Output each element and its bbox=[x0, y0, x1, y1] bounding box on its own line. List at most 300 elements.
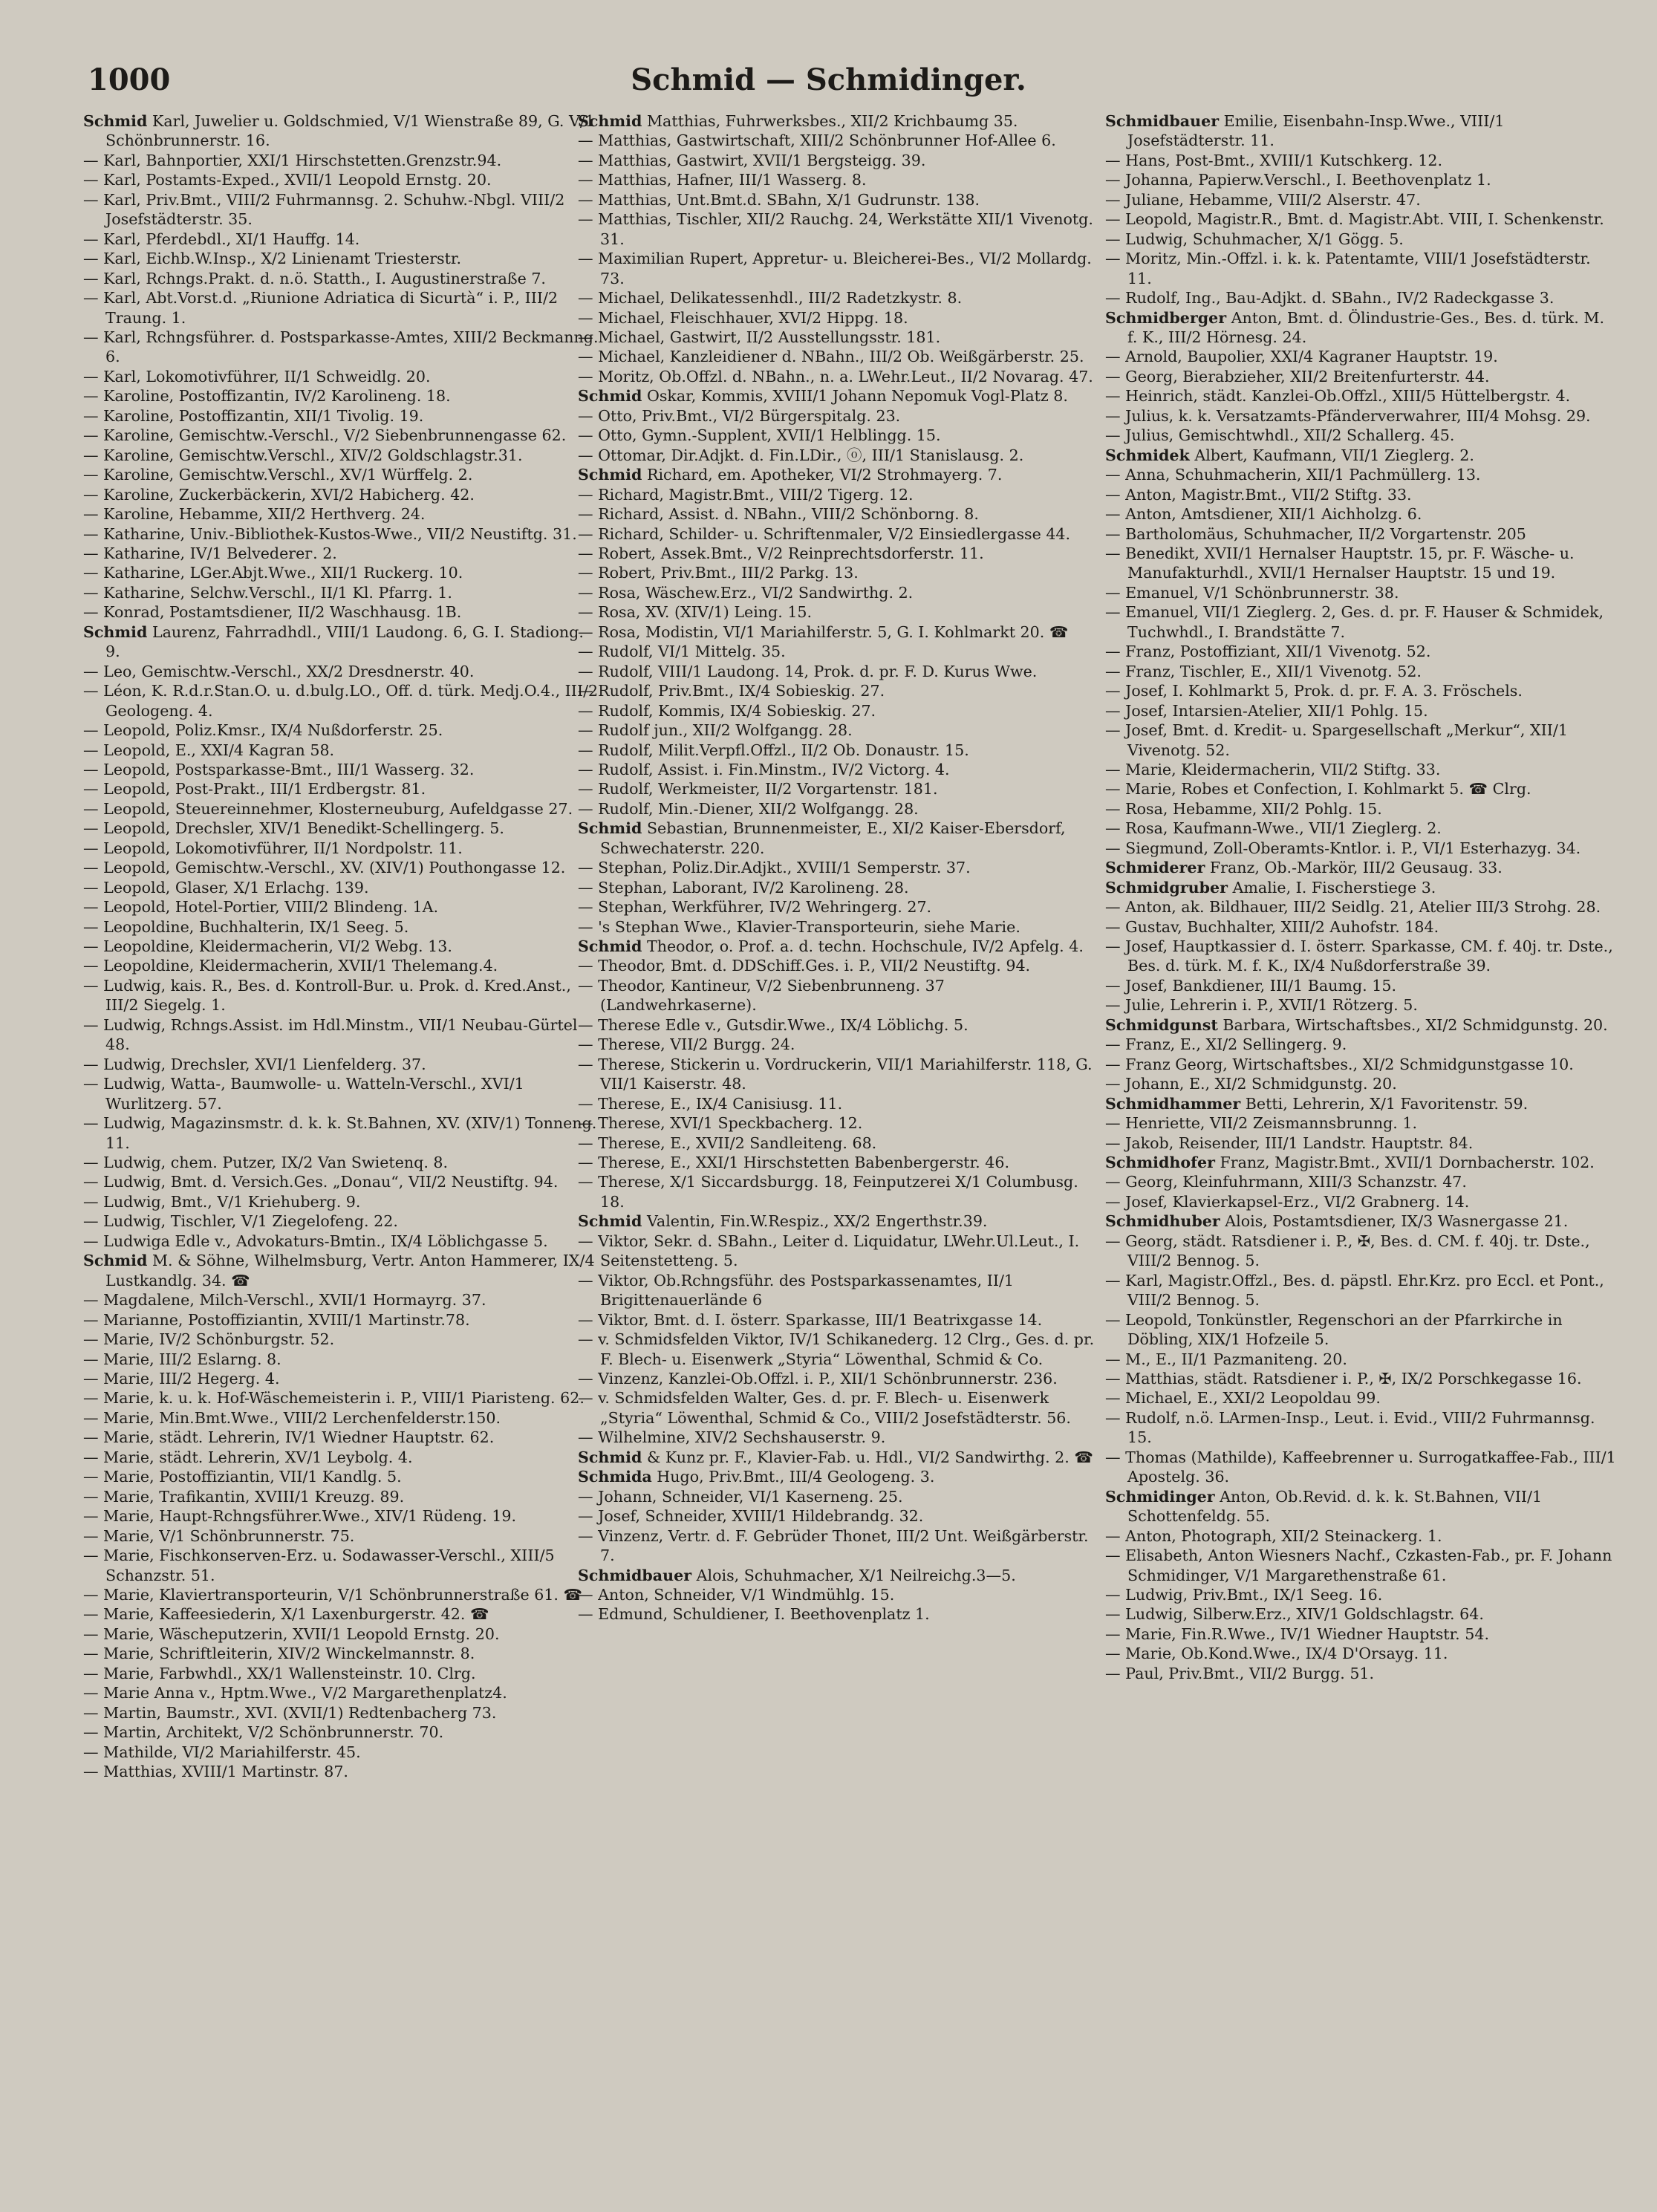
directory-entry bbox=[83, 1232, 603, 1251]
directory-entry bbox=[578, 642, 1098, 661]
directory-entry bbox=[83, 1762, 603, 1781]
entry-text: — Marie, Trafikantin, XVIII/1 Kreuzg. 89. bbox=[83, 1487, 405, 1506]
page-number: 1000 bbox=[88, 62, 171, 97]
directory-entry bbox=[578, 1526, 1098, 1566]
entry-text: Hugo, Priv.Bmt., III/4 Geologeng. 3. bbox=[651, 1468, 935, 1486]
entry-text: — Marie, Kaffeesiederin, X/1 Laxenburgerstr. 42. ☎ bbox=[83, 1605, 489, 1624]
directory-entry bbox=[83, 917, 603, 937]
entry-text: — Maximilian Rupert, Appretur- u. Bleicherei-Bes., VI/2 Mollardg. 73. bbox=[578, 250, 1092, 287]
directory-entry bbox=[1105, 230, 1618, 249]
directory-entry bbox=[1105, 1172, 1618, 1191]
directory-entry bbox=[1105, 995, 1618, 1015]
directory-entry bbox=[1105, 1113, 1618, 1133]
entry-text: — Elisabeth, Anton Wiesners Nachf., Czkasten-Fab., pr. F. Johann Schmidinger, V/1 Margarethenstraße 61. bbox=[1105, 1546, 1612, 1584]
directory-entry bbox=[578, 662, 1098, 681]
entry-text: — Rudolf, Ing., Bau-Adjkt. d. SBahn., IV/2 Radeckgasse 3. bbox=[1105, 289, 1555, 308]
entry-text: — Marie, IV/2 Schönburgstr. 52. bbox=[83, 1330, 335, 1349]
entry-text: — Ottomar, Dir.Adjkt. d. Fin.LDir., ⓞ, III/1 Stanislausg. 2. bbox=[578, 446, 1024, 464]
entry-surname: Schmidinger bbox=[1105, 1487, 1215, 1506]
directory-entry bbox=[1105, 446, 1618, 465]
entry-text: — Karoline, Hebamme, XII/2 Herthverg. 24. bbox=[83, 505, 426, 524]
directory-entry bbox=[83, 1526, 603, 1546]
entry-text: — Wilhelmine, XIV/2 Sechshauserstr. 9. bbox=[578, 1428, 886, 1447]
entry-text: — Karl, Pferdebdl., XI/1 Hauffg. 14. bbox=[83, 230, 360, 248]
entry-text: Betti, Lehrerin, X/1 Favoritenstr. 59. bbox=[1240, 1094, 1529, 1113]
entry-text: — Martin, Baumstr., XVI. (XVII/1) Redtenbacherg 73. bbox=[83, 1703, 497, 1722]
directory-entry bbox=[83, 504, 603, 524]
entry-text: — Leopoldine, Kleidermacherin, VI/2 Webg. 13. bbox=[83, 937, 452, 956]
directory-entry bbox=[578, 308, 1098, 328]
directory-entry bbox=[1105, 485, 1618, 504]
entry-text: — Rosa, Hebamme, XII/2 Pohlg. 15. bbox=[1105, 799, 1382, 818]
entry-text: — Marie, Klaviertransporteurin, V/1 Schönbrunnerstraße 61. ☎ bbox=[83, 1585, 583, 1604]
column-middle bbox=[578, 111, 1098, 2191]
directory-entry bbox=[578, 602, 1098, 622]
entry-text: — Michael, Delikatessenhdl., III/2 Radetzkystr. 8. bbox=[578, 289, 963, 308]
entry-text: — Konrad, Postamtsdiener, II/2 Waschhausg. 1B. bbox=[83, 603, 462, 622]
entry-text: — Ludwig, Schuhmacher, X/1 Gögg. 5. bbox=[1105, 230, 1404, 248]
directory-entry bbox=[83, 544, 603, 563]
entry-text: — Richard, Magistr.Bmt., VIII/2 Tigerg. 12. bbox=[578, 485, 914, 504]
directory-entry bbox=[83, 465, 603, 484]
entry-text: — Johann, E., XI/2 Schmidgunstg. 20. bbox=[1105, 1075, 1397, 1093]
directory-entry bbox=[83, 269, 603, 288]
entry-text: — Johann, Schneider, VI/1 Kaserneng. 25. bbox=[578, 1487, 903, 1506]
directory-entry bbox=[578, 1388, 1098, 1428]
entry-text: — Anna, Schuhmacherin, XII/1 Pachmüllerg. 13. bbox=[1105, 466, 1481, 484]
entry-text: — Michael, Fleischhauer, XVI/2 Hippg. 18. bbox=[578, 308, 908, 327]
directory-entry bbox=[578, 328, 1098, 347]
entry-text: — Karoline, Gemischtw.-Verschl., V/2 Siebenbrunnengasse 62. bbox=[83, 426, 567, 445]
directory-entry bbox=[83, 170, 603, 189]
directory-entry bbox=[1105, 1192, 1618, 1211]
entry-text: — Marie, Postoffiziantin, VII/1 Kandlg. 5. bbox=[83, 1468, 402, 1486]
entry-text: — Otto, Priv.Bmt., VI/2 Bürgerspitalg. 23. bbox=[578, 406, 901, 425]
directory-entry bbox=[578, 956, 1098, 975]
directory-entry bbox=[83, 1350, 603, 1369]
entry-text: — Therese, E., XXI/1 Hirschstetten Babenbergerstr. 46. bbox=[578, 1154, 1009, 1172]
entry-text: — Ludwig, Silberw.Erz., XIV/1 Goldschlagstr. 64. bbox=[1105, 1605, 1484, 1624]
entry-text: — Rudolf, Milit.Verpfl.Offzl., II/2 Ob. Donaustr. 15. bbox=[578, 741, 969, 759]
directory-entry bbox=[578, 701, 1098, 720]
directory-entry bbox=[578, 131, 1098, 150]
directory-entry bbox=[1105, 839, 1618, 858]
entry-text: — Katharine, Univ.-Bibliothek-Kustos-Wwe., VII/2 Neustiftg. 31. bbox=[83, 524, 577, 543]
directory-entry bbox=[1105, 386, 1618, 406]
entry-text: — Ludwig, chem. Putzer, IX/2 Van Swietenq. 8. bbox=[83, 1154, 449, 1172]
directory-entry bbox=[83, 976, 603, 1015]
directory-entry bbox=[83, 799, 603, 819]
entry-text: — Rudolf, Werkmeister, II/2 Vorgartenstr. 181. bbox=[578, 780, 938, 798]
entry-text: — Siegmund, Zoll-Oberamts-Kntlor. i. P., VI/1 Esterhazyg. 34. bbox=[1105, 839, 1581, 857]
entry-text: — Karl, Bahnportier, XXI/1 Hirschstetten.Grenzstr.94. bbox=[83, 151, 502, 169]
entry-text: — Ludwig, Bmt., V/1 Kriehuberg. 9. bbox=[83, 1192, 361, 1211]
entry-text: — Karl, Priv.Bmt., VIII/2 Fuhrmannsg. 2. Schuhw.-Nbgl. VIII/2 Josefstädterstr. 35. bbox=[83, 190, 565, 229]
entry-text: — Matthias, XVIII/1 Martinstr. 87. bbox=[83, 1763, 348, 1781]
entry-text: — v. Schmidsfelden Viktor, IV/1 Schikanederg. 12 Clrg., Ges. d. pr. F. Blech- u. Eisenwerk „Styria“ Löwenthal, Schmid & Co. bbox=[578, 1330, 1095, 1368]
entry-text: — Leopold, Magistr.R., Bmt. d. Magistr.Abt. VIII, I. Schenkenstr. bbox=[1105, 210, 1604, 229]
entry-text: — Julius, Gemischtwhdl., XII/2 Schallerg. 45. bbox=[1105, 426, 1455, 445]
directory-entry bbox=[1105, 1055, 1618, 1074]
entry-text: — Josef, Bankdiener, III/1 Baumg. 15. bbox=[1105, 976, 1396, 995]
directory-entry bbox=[578, 504, 1098, 524]
directory-entry bbox=[83, 1408, 603, 1428]
directory-entry bbox=[83, 897, 603, 917]
directory-entry bbox=[578, 1153, 1098, 1172]
entry-surname: Schmidhammer bbox=[1105, 1094, 1241, 1113]
entry-text: — Josef, I. Kohlmarkt 5, Prok. d. pr. F. A. 3. Fröschels. bbox=[1105, 682, 1523, 700]
directory-entry bbox=[578, 1506, 1098, 1526]
entry-text: — Marie, III/2 Eslarng. 8. bbox=[83, 1350, 281, 1368]
entry-text: — Anton, Magistr.Bmt., VII/2 Stiftg. 33. bbox=[1105, 485, 1412, 504]
entry-text: — Katharine, LGer.Abjt.Wwe., XII/1 Ruckerg. 10. bbox=[83, 564, 463, 582]
entry-text: — Marie, städt. Lehrerin, XV/1 Leybolg. 4. bbox=[83, 1448, 413, 1466]
directory-entry bbox=[578, 563, 1098, 582]
directory-entry bbox=[578, 1585, 1098, 1604]
entry-text: — Bartholomäus, Schuhmacher, II/2 Vorgartenstr. 205 bbox=[1105, 524, 1526, 543]
directory-entry bbox=[1105, 406, 1618, 426]
directory-entry bbox=[578, 917, 1098, 937]
directory-entry bbox=[83, 1113, 603, 1153]
directory-entry bbox=[1105, 602, 1618, 642]
entry-text: — Therese, E., XVII/2 Sandleiteng. 68. bbox=[578, 1133, 877, 1152]
directory-entry bbox=[578, 1330, 1098, 1369]
directory-entry bbox=[1105, 1644, 1618, 1663]
entry-text: — Leopold, Steuereinnehmer, Klosterneuburg, Aufeldgasse 27. bbox=[83, 799, 573, 818]
entry-text: — M., E., II/1 Pazmaniteng. 20. bbox=[1105, 1350, 1347, 1368]
directory-entry bbox=[578, 347, 1098, 366]
entry-text: — Moritz, Ob.Offzl. d. NBahn., n. a. LWehr.Leut., II/2 Novarag. 47. bbox=[578, 367, 1093, 386]
directory-entry bbox=[83, 1172, 603, 1191]
entry-text: — Rudolf, VIII/1 Laudong. 14, Prok. d. pr. F. D. Kurus Wwe. bbox=[578, 662, 1038, 680]
entry-text: — Rudolf jun., XII/2 Wolfgangg. 28. bbox=[578, 721, 853, 740]
directory-entry bbox=[1105, 190, 1618, 209]
entry-text: — Marie, Fischkonserven-Erz. u. Sodawasser-Verschl., XIII/5 Schanzstr. 51. bbox=[83, 1546, 555, 1584]
directory-entry bbox=[83, 937, 603, 956]
directory-entry bbox=[1105, 1604, 1618, 1624]
entry-text: Anton, Ob.Revid. d. k. k. St.Bahnen, VII/1 Schottenfeldg. 55. bbox=[1127, 1487, 1543, 1526]
directory-entry bbox=[578, 897, 1098, 917]
entry-text: — Franz Georg, Wirtschaftsbes., XI/2 Schmidgunstgasse 10. bbox=[1105, 1055, 1574, 1073]
directory-entry bbox=[578, 386, 1098, 406]
entry-surname: Schmid bbox=[578, 466, 642, 484]
entry-surname: Schmidhofer bbox=[1105, 1154, 1215, 1172]
directory-entry bbox=[1105, 878, 1618, 897]
directory-entry bbox=[578, 681, 1098, 700]
directory-entry bbox=[83, 328, 603, 367]
directory-entry bbox=[1105, 465, 1618, 484]
entry-surname: Schmidberger bbox=[1105, 308, 1227, 327]
column-left bbox=[83, 111, 603, 2191]
entry-text: — Rudolf, Min.-Diener, XII/2 Wolfgangg. 28. bbox=[578, 799, 919, 818]
entry-text: Emilie, Eisenbahn-Insp.Wwe., VIII/1 Josefstädterstr. 11. bbox=[1127, 112, 1505, 150]
directory-entry bbox=[83, 1506, 603, 1526]
directory-entry bbox=[578, 1232, 1098, 1271]
directory-entry bbox=[578, 819, 1098, 858]
entry-text: — Leopold, Postsparkasse-Bmt., III/1 Wasserg. 32. bbox=[83, 760, 475, 778]
entry-text: — Anton, Photograph, XII/2 Steinackerg. 1. bbox=[1105, 1526, 1442, 1545]
entry-text: — Franz, E., XI/2 Sellingerg. 9. bbox=[1105, 1035, 1347, 1054]
directory-entry bbox=[83, 681, 603, 720]
entry-text: — Thomas (Mathilde), Kaffeebrenner u. Surrogatkaffee-Fab., III/1 Apostelg. 36. bbox=[1105, 1448, 1616, 1486]
entry-text: — Katharine, IV/1 Belvederег. 2. bbox=[83, 544, 337, 562]
entry-text: — Stephan, Poliz.Dir.Adjkt., XVIII/1 Semperstr. 37. bbox=[578, 859, 971, 877]
entry-text: — Leopoldine, Buchhalterin, IX/1 Seeg. 5. bbox=[83, 917, 409, 936]
directory-entry bbox=[83, 111, 603, 151]
entry-text: — Ludwig, Bmt. d. Versich.Ges. „Donau“, VII/2 Neustiftg. 94. bbox=[83, 1173, 559, 1191]
entry-text: — Leopold, Hotel-Portier, VIII/2 Blindeng. 1A. bbox=[83, 898, 439, 917]
entry-text: — Rudolf, Priv.Bmt., IX/4 Sobieskig. 27. bbox=[578, 682, 885, 700]
directory-entry bbox=[578, 426, 1098, 445]
entry-text: — Martin, Architekt, V/2 Schönbrunnerstr. 70. bbox=[83, 1723, 444, 1742]
page-title: Schmid — Schmidinger. bbox=[631, 62, 1026, 97]
entry-text: — Leopold, E., XXI/4 Kagran 58. bbox=[83, 741, 335, 759]
directory-entry bbox=[83, 367, 603, 386]
entry-text: — Anton, Amtsdiener, XII/1 Aichholzg. 6. bbox=[1105, 505, 1422, 524]
directory-entry bbox=[83, 1153, 603, 1172]
entry-text: — Matthias, Gastwirt, XVII/1 Bergsteigg. 39. bbox=[578, 151, 926, 169]
directory-entry bbox=[578, 858, 1098, 877]
directory-entry bbox=[578, 1487, 1098, 1506]
directory-entry bbox=[578, 1094, 1098, 1113]
directory-entry bbox=[578, 406, 1098, 426]
directory-entry bbox=[1105, 249, 1618, 288]
directory-entry bbox=[83, 1211, 603, 1231]
entry-text: — Viktor, Ob.Rchngsführ. des Postsparkassenamtes, II/1 Brigittenauerlände 6 bbox=[578, 1271, 1015, 1310]
directory-entry bbox=[1105, 1035, 1618, 1054]
directory-entry bbox=[83, 662, 603, 681]
directory-entry bbox=[578, 170, 1098, 189]
directory-entry bbox=[1105, 1310, 1618, 1350]
directory-entry bbox=[1105, 642, 1618, 661]
entry-text: M. & Söhne, Wilhelmsburg, Vertr. Anton Hammerer, IX/4 Lustkandlg. 34. ☎ bbox=[105, 1252, 595, 1289]
entry-text: — Ludwig, Priv.Bmt., IX/1 Seeg. 16. bbox=[1105, 1585, 1383, 1604]
entry-text: — Léon, K. R.d.r.Stan.O. u. d.bulg.LO., Off. d. türk. Medj.O.4., III/2 Geologeng. 4. bbox=[83, 682, 599, 720]
entry-text: — Benedikt, XVII/1 Hernalser Hauptstr. 15, pr. F. Wäsche- u. Manufakturhdl., XVII/1 Hernalser Hauptstr. 15 und 19. bbox=[1105, 544, 1575, 582]
directory-entry bbox=[578, 799, 1098, 819]
entry-surname: Schmid bbox=[578, 387, 642, 406]
directory-entry bbox=[578, 151, 1098, 170]
directory-entry bbox=[1105, 937, 1618, 976]
entry-text: — Georg, städt. Ratsdiener i. P., ✠, Bes. d. CM. f. 40j. tr. Dste., VIII/2 Bennog. 5. bbox=[1105, 1232, 1590, 1270]
entry-text: — Marie, Wäscheputzerin, XVII/1 Leopold Ernstg. 20. bbox=[83, 1624, 500, 1643]
directory-entry bbox=[1105, 209, 1618, 229]
entry-text: Amalie, I. Fischerstiege 3. bbox=[1227, 878, 1436, 897]
directory-entry bbox=[578, 1055, 1098, 1094]
directory-entry bbox=[83, 1074, 603, 1113]
entry-text: — Marianne, Postoffiziantin, XVIII/1 Martinstr.78. bbox=[83, 1310, 470, 1329]
entry-text: — Karoline, Gemischtw.Verschl., XIV/2 Goldschlagstr.31. bbox=[83, 446, 523, 464]
directory-entry bbox=[83, 1624, 603, 1644]
entry-text: — Karl, Abt.Vorst.d. „Riunione Adriatica di Sicurtà“ i. P., III/2 Traung. 1. bbox=[83, 289, 559, 327]
entry-text: — Georg, Bierabzieher, XII/2 Breitenfurterstr. 44. bbox=[1105, 367, 1490, 386]
entry-text: — Marie, V/1 Schönbrunnerstr. 75. bbox=[83, 1526, 355, 1545]
directory-entry bbox=[83, 190, 603, 230]
entry-text: — Robert, Assek.Bmt., V/2 Reinprechtsdorferstr. 11. bbox=[578, 544, 984, 562]
entry-text: — Josef, Schneider, XVIII/1 Hildebrandg. 32. bbox=[578, 1507, 924, 1526]
entry-text: — Emanuel, V/1 Schönbrunnerstr. 38. bbox=[1105, 583, 1399, 602]
entry-text: Alois, Postamtsdiener, IX/3 Wasnergasse 21. bbox=[1220, 1212, 1569, 1231]
directory-entry bbox=[83, 1428, 603, 1447]
directory-entry bbox=[1105, 1350, 1618, 1369]
entry-surname: Schmiderer bbox=[1105, 859, 1205, 877]
directory-entry bbox=[83, 602, 603, 622]
entry-text: — Heinrich, städt. Kanzlei-Ob.Offzl., XIII/5 Hüttelbergstr. 4. bbox=[1105, 387, 1571, 406]
directory-entry bbox=[1105, 799, 1618, 819]
entry-text: — Ludwiga Edle v., Advokaturs-Bmtin., IX/4 Löblichgasse 5. bbox=[83, 1232, 548, 1250]
entry-text: — Edmund, Schuldiener, I. Beethovenplatz 1. bbox=[578, 1605, 930, 1624]
directory-entry bbox=[83, 1192, 603, 1211]
entry-text: — Emanuel, VII/1 Zieglerg. 2, Ges. d. pr. F. Hauser & Schmidek, Tuchwhdl., I. Brandstätte 7. bbox=[1105, 603, 1604, 641]
directory-entry bbox=[1105, 288, 1618, 308]
directory-entry bbox=[578, 190, 1098, 209]
directory-entry bbox=[1105, 583, 1618, 602]
directory-entry bbox=[83, 1388, 603, 1408]
entry-text: — Karoline, Postoffizantin, IV/2 Karolineng. 18. bbox=[83, 387, 451, 406]
entry-text: — Marie, Min.Bmt.Wwe., VIII/2 Lerchenfelderstr.150. bbox=[83, 1408, 501, 1427]
directory-entry bbox=[578, 111, 1098, 131]
directory-entry bbox=[1105, 1094, 1618, 1113]
entry-text: — Juliane, Hebamme, VIII/2 Alserstr. 47. bbox=[1105, 190, 1421, 209]
entry-surname: Schmid bbox=[578, 819, 642, 838]
entry-text: — Rudolf, VI/1 Mittelg. 35. bbox=[578, 643, 786, 661]
column-right bbox=[1105, 111, 1618, 2191]
directory-entry bbox=[83, 1015, 603, 1055]
directory-entry bbox=[1105, 151, 1618, 170]
entry-text: — Ludwig, Drechsler, XVI/1 Lienfelderg. 37. bbox=[83, 1055, 426, 1073]
entry-text: — Leopold, Glaser, X/1 Erlachg. 139. bbox=[83, 878, 369, 897]
directory-entry bbox=[1105, 1624, 1618, 1644]
entry-text: — Stephan, Werkführer, IV/2 Wehringerg. 27. bbox=[578, 898, 932, 917]
entry-text: — Ludwig, Tischler, V/1 Ziegelofeng. 22. bbox=[83, 1212, 398, 1231]
entry-text: — Mathilde, VI/2 Mariahilferstr. 45. bbox=[83, 1743, 361, 1761]
entry-text: — Matthias, Hafner, III/1 Wasserg. 8. bbox=[578, 171, 867, 189]
entry-text: — v. Schmidsfelden Walter, Ges. d. pr. F. Blech- u. Eisenwerk „Styria“ Löwenthal, Schmid & Co., VIII/2 Josefstädterstr. 56. bbox=[578, 1389, 1071, 1427]
entry-text: — Karl, Eichb.W.Insp., X/2 Linienamt Triesterstr. bbox=[83, 250, 462, 268]
entry-text: — Leopold, Gemischtw.-Verschl., XV. (XIV/1) Pouthongasse 12. bbox=[83, 859, 566, 877]
entry-surname: Schmidbauer bbox=[1105, 112, 1220, 130]
directory-entry bbox=[1105, 1211, 1618, 1231]
entry-text: — Theodor, Bmt. d. DDSchiff.Ges. i. P., VII/2 Neustiftg. 94. bbox=[578, 957, 1031, 975]
entry-text: — Marie Anna v., Hptm.Wwe., V/2 Margarethenplatz4. bbox=[83, 1684, 507, 1702]
entry-text: — Ludwig, Rchngs.Assist. im Hdl.Minstm., VII/1 Neubau-Gürtel 48. bbox=[83, 1015, 578, 1054]
entry-text: Franz, Ob.-Markör, III/2 Geusaug. 33. bbox=[1205, 859, 1503, 877]
entry-text: — Marie, Fin.R.Wwe., IV/1 Wiedner Hauptstr. 54. bbox=[1105, 1624, 1489, 1643]
directory-entry bbox=[578, 1428, 1098, 1447]
directory-entry bbox=[1105, 1526, 1618, 1546]
directory-entry bbox=[1105, 662, 1618, 681]
directory-entry bbox=[83, 151, 603, 170]
entry-text: — Leopold, Post-Prakt., III/1 Erdbergstr. 81. bbox=[83, 780, 426, 798]
entry-text: — Marie, k. u. k. Hof-Wäschemeisterin i. P., VIII/1 Piaristeng. 62. bbox=[83, 1389, 585, 1408]
directory-entry bbox=[83, 1369, 603, 1388]
directory-entry bbox=[1105, 170, 1618, 189]
entry-text: — Franz, Postoffiziant, XII/1 Vivenotg. 52. bbox=[1105, 643, 1431, 661]
directory-entry bbox=[83, 386, 603, 406]
entry-text: — Michael, Gastwirt, II/2 Ausstellungsstr. 181. bbox=[578, 328, 941, 346]
entry-text: — Michael, Kanzleidiener d. NBahn., III/2 Ob. Weißgärberstr. 25. bbox=[578, 348, 1084, 366]
entry-text: — Georg, Kleinfuhrmann, XIII/3 Schanzstr. 47. bbox=[1105, 1173, 1467, 1191]
directory-entry bbox=[1105, 1133, 1618, 1153]
entry-text: Laurenz, Fahrradhdl., VIII/1 Laudong. 6, G. I. Stadiong. 9. bbox=[105, 622, 584, 661]
entry-text: — Therese, X/1 Siccardsburgg. 18, Feinputzerei X/1 Columbusg. 18. bbox=[578, 1173, 1078, 1211]
directory-entry bbox=[83, 622, 603, 662]
directory-entry bbox=[1105, 681, 1618, 700]
directory-entry bbox=[578, 446, 1098, 465]
entry-text: — Karoline, Gemischtw.Verschl., XV/1 Würffelg. 2. bbox=[83, 466, 473, 484]
directory-entry bbox=[578, 1211, 1098, 1231]
directory-entry bbox=[83, 878, 603, 897]
directory-entry bbox=[83, 1330, 603, 1349]
directory-entry bbox=[83, 956, 603, 975]
directory-entry bbox=[83, 720, 603, 740]
entry-text: — Marie, Kleidermacherin, VII/2 Stiftg. 33. bbox=[1105, 760, 1441, 778]
directory-entry bbox=[83, 230, 603, 249]
entry-text: — Rosa, Kaufmann-Wwe., VII/1 Zieglerg. 2. bbox=[1105, 819, 1442, 838]
directory-entry bbox=[578, 878, 1098, 897]
entry-text: — Rudolf, Kommis, IX/4 Sobieskig. 27. bbox=[578, 701, 876, 720]
entry-text: — Matthias, städt. Ratsdiener i. P., ✠, IX/2 Porschkegasse 16. bbox=[1105, 1370, 1582, 1388]
directory-entry bbox=[1105, 544, 1618, 583]
entry-text: — Marie, Farbwhdl., XX/1 Wallensteinstr. 10. Clrg. bbox=[83, 1664, 476, 1682]
entry-text: — Karl, Rchngsführer. d. Postsparkasse-Amtes, XIII/2 Beckmanng. 6. bbox=[83, 328, 599, 366]
entry-text: — Josef, Klavierkapsel-Erz., VI/2 Grabnerg. 14. bbox=[1105, 1192, 1470, 1211]
directory-entry bbox=[83, 1585, 603, 1604]
directory-entry bbox=[1105, 1585, 1618, 1604]
entry-text: — Karoline, Postoffizantin, XII/1 Tivolig. 19. bbox=[83, 406, 424, 425]
entry-text: — Josef, Hauptkassier d. I. österr. Sparkasse, CM. f. 40j. tr. Dste., Bes. d. türk. M. f. K., IX/4 Nußdorferstraße 39. bbox=[1105, 937, 1613, 975]
entry-text: — Therese, VII/2 Burgg. 24. bbox=[578, 1035, 795, 1054]
entry-text: — Richard, Schilder- u. Schriftenmaler, V/2 Einsiedlergasse 44. bbox=[578, 524, 1071, 543]
directory-entry bbox=[578, 741, 1098, 760]
directory-entry bbox=[578, 622, 1098, 642]
entry-text: — Leopold, Tonkünstler, Regenschori an der Pfarrkirche in Döbling, XIX/1 Hofzeile 5. bbox=[1105, 1310, 1563, 1349]
entry-text: — Rosa, Modistin, VI/1 Mariahilferstr. 5, G. I. Kohlmarkt 20. ☎ bbox=[578, 622, 1069, 641]
entry-text: Karl, Juwelier u. Goldschmied, V/1 Wienstraße 89, G. V/1 Schönbrunnerstr. 16. bbox=[105, 112, 595, 150]
directory-entry bbox=[1105, 976, 1618, 995]
directory-entry bbox=[1105, 819, 1618, 838]
entry-text: — Leopoldine, Kleidermacherin, XVII/1 Thelemang.4. bbox=[83, 957, 498, 975]
entry-text: — Ludwig, kais. R., Bes. d. Kontroll-Bur. u. Prok. d. Kred.Anst., III/2 Siegelg. 1. bbox=[83, 976, 571, 1015]
directory-entry bbox=[578, 1271, 1098, 1310]
entry-text: — Julius, k. k. Versatzamts-Pfänderverwahrer, III/4 Mohsg. 29. bbox=[1105, 406, 1591, 425]
directory-entry bbox=[578, 1467, 1098, 1486]
entry-text: — Magdalene, Milch-Verschl., XVII/1 Hormayrg. 37. bbox=[83, 1291, 486, 1310]
entry-text: — Marie, Robes et Confection, I. Kohlmarkt 5. ☎ Clrg. bbox=[1105, 780, 1531, 798]
entry-text: Barbara, Wirtschaftsbes., XI/2 Schmidgunstg. 20. bbox=[1217, 1015, 1608, 1034]
entry-text: — Marie, III/2 Hegerg. 4. bbox=[83, 1370, 280, 1388]
entry-text: — Otto, Gymn.-Supplent, XVII/1 Helblingg. 15. bbox=[578, 426, 941, 445]
directory-entry bbox=[578, 544, 1098, 563]
directory-entry bbox=[578, 367, 1098, 386]
entry-text: — Leopold, Poliz.Kmsr., IX/4 Nußdorferstr. 25. bbox=[83, 721, 443, 740]
directory-entry bbox=[83, 249, 603, 268]
entry-surname: Schmidgunst bbox=[1105, 1015, 1218, 1034]
entry-text: — Matthias, Unt.Bmt.d. SBahn, X/1 Gudrunstr. 138. bbox=[578, 190, 980, 209]
entry-text: & Kunz pr. F., Klavier-Fab. u. Hdl., VI/2 Sandwirthg. 2. ☎ bbox=[642, 1448, 1094, 1466]
directory-entry bbox=[1105, 1487, 1618, 1526]
entry-surname: Schmid bbox=[83, 1252, 148, 1270]
entry-text: — Viktor, Bmt. d. I. österr. Sparkasse, III/1 Beatrixgasse 14. bbox=[578, 1310, 1043, 1329]
entry-text: — Matthias, Tischler, XII/2 Rauchg. 24, Werkstätte XII/1 Vivenotg. 31. bbox=[578, 210, 1093, 248]
directory-entry bbox=[83, 741, 603, 760]
entry-text: — Robert, Priv.Bmt., III/2 Parkg. 13. bbox=[578, 564, 859, 582]
directory-entry bbox=[1105, 367, 1618, 386]
entry-text: Alois, Schuhmacher, X/1 Neilreichg.3—5. bbox=[691, 1566, 1016, 1584]
directory-entry bbox=[83, 819, 603, 838]
directory-entry bbox=[83, 485, 603, 504]
directory-entry bbox=[1105, 1369, 1618, 1388]
